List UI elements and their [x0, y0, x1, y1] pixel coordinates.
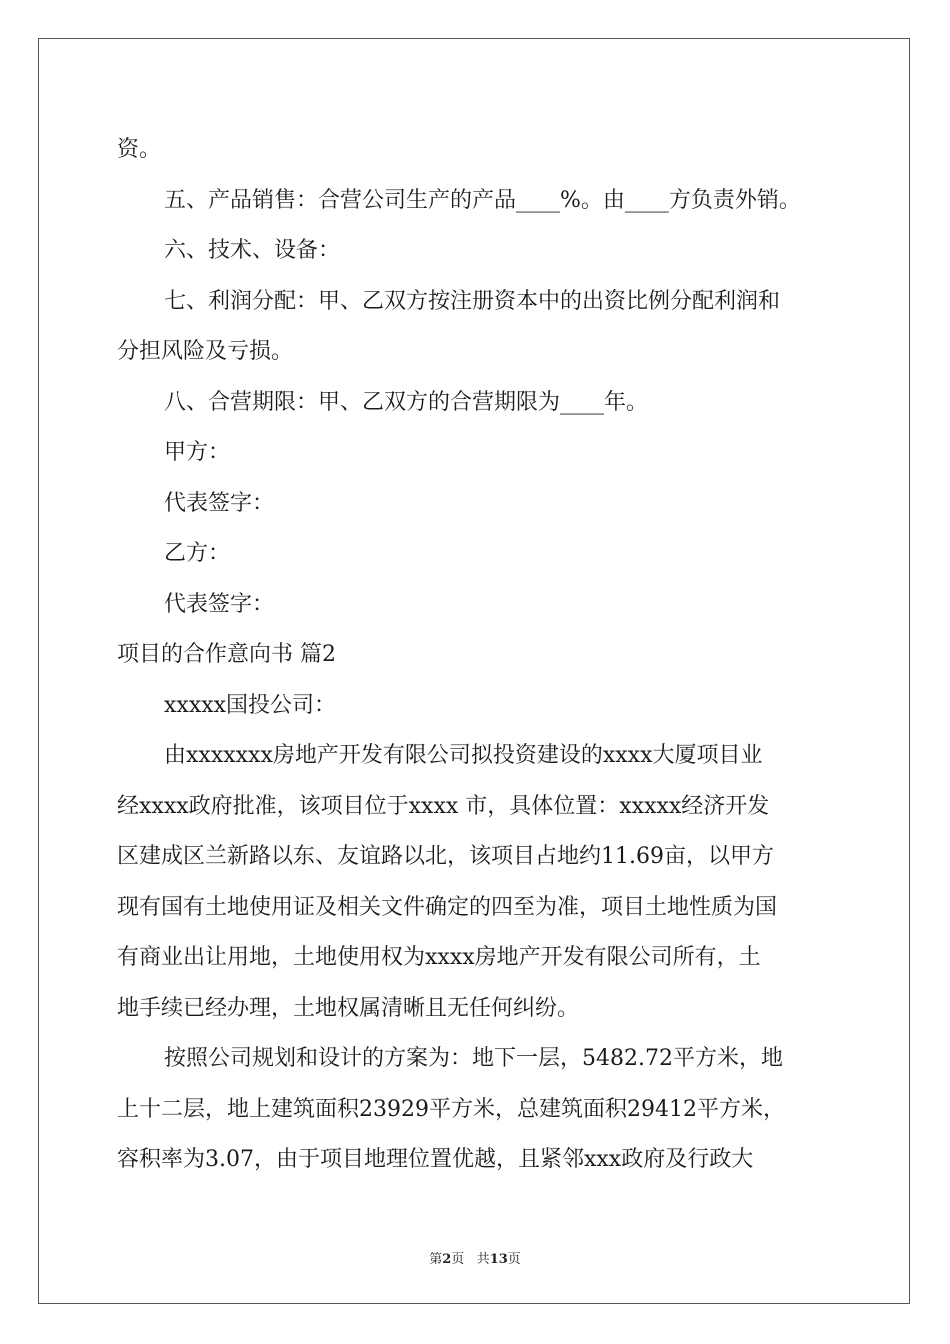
text-line: 代表签字： [164, 490, 275, 516]
text-line: 七、利润分配：甲、乙双方按注册资本中的出资比例分配利润和 [164, 288, 781, 314]
text-line: 分担风险及亏损。 [117, 339, 294, 364]
footer-page-number: 2 [442, 1252, 452, 1267]
text-line: 区建成区兰新路以东、友谊路以北，该项目占地约11.69亩，以甲方 [117, 844, 774, 869]
text-line: 由xxxxxxx房地产开发有限公司拟投资建设的xxxx大厦项目业 [164, 743, 763, 768]
text-line: 项目的合作意向书 篇2 [117, 642, 336, 667]
text-line: 八、合营期限：甲、乙双方的合营期限为____年。 [164, 389, 649, 415]
text-line: 代表签字： [164, 591, 275, 617]
text-line: 地手续已经办理，土地权属清晰且无任何纠纷。 [117, 995, 580, 1021]
text-line: 按照公司规划和设计的方案为：地下一层，5482.72平方米，地 [164, 1046, 783, 1071]
footer-total-pages: 13 [489, 1252, 508, 1267]
text-line: 上十二层，地上建筑面积23929平方米，总建筑面积29412平方米， [117, 1096, 785, 1122]
text-line: 资。 [117, 137, 162, 162]
text-line: 容积率为3.07，由于项目地理位置优越，且紧邻xxx政府及行政大 [117, 1147, 754, 1172]
text-line: 有商业出让用地，土地使用权为xxxx房地产开发有限公司所有，土 [117, 945, 761, 970]
text-line: 五、产品销售：合营公司生产的产品____%。由____方负责外销。 [164, 187, 801, 213]
footer-total-suffix: 页 [507, 1252, 521, 1267]
text-line: 乙方： [164, 541, 231, 566]
document-body [117, 125, 835, 1186]
page-footer [0, 1248, 950, 1267]
text-line: xxxxx国投公司： [164, 692, 337, 718]
footer-page-prefix: 第 [429, 1252, 443, 1267]
footer-total-prefix: 共 [476, 1252, 490, 1267]
text-line: 现有国有土地使用证及相关文件确定的四至为准，项目土地性质为国 [117, 894, 778, 920]
text-line: 六、技术、设备： [164, 238, 341, 263]
text-line: 经xxxx政府批准，该项目位于xxxx 市，具体位置：xxxxx经济开发 [117, 793, 770, 819]
text-line: 甲方： [164, 440, 231, 465]
footer-page-suffix: 页 [451, 1252, 465, 1267]
